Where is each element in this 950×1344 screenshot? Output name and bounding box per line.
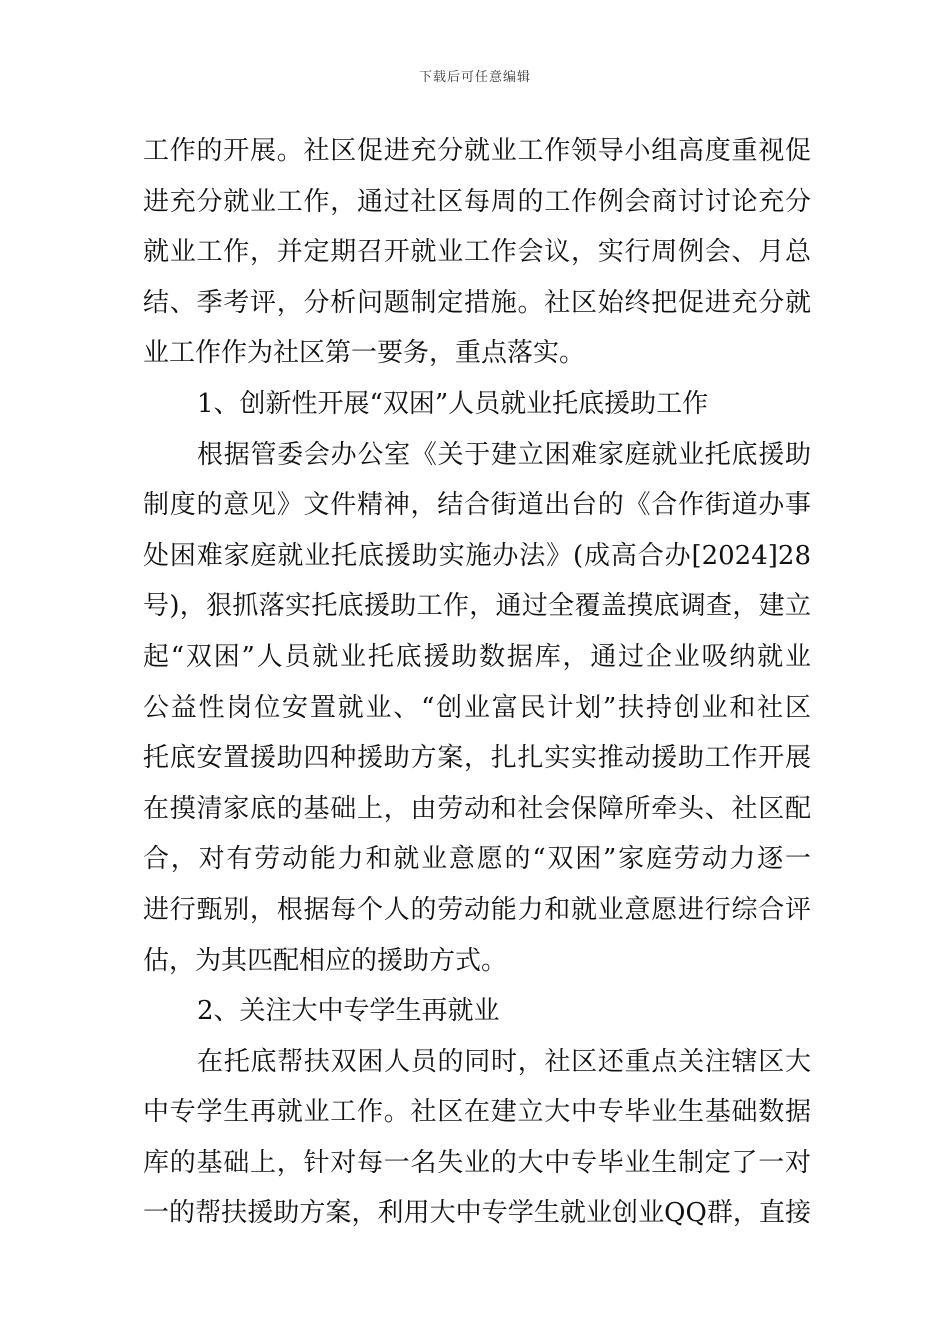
text-line: 在摸清家底的基础上，由劳动和社会保障所牵头、社区配 [143,793,811,824]
text-line: 库的基础上，针对每一名失业的大中专毕业生制定了一对 [143,1147,811,1178]
text-line: 就业工作，并定期召开就业工作会议，实行周例会、月总 [143,237,811,268]
text-line: 结、季考评，分析问题制定措施。社区始终把促进充分就 [143,287,811,318]
text-line: 合，对有劳动能力和就业意愿的“双困”家庭劳动力逐一 [143,844,811,875]
text-line: 制度的意见》文件精神，结合街道出台的《合作街道办事 [143,490,811,521]
text-line: 2、关注大中专学生再就业 [197,996,500,1027]
page-header: 下载后可任意编辑 [418,70,531,85]
text-line: 起“双困”人员就业托底援助数据库，通过企业吸纳就业 [143,641,811,672]
text-line: 公益性岗位安置就业、“创业富民计划”扶持创业和社区 [143,692,811,723]
text-line: 根据管委会办公室《关于建立困难家庭就业托底援助 [197,439,811,470]
text-line: 估，为其匹配相应的援助方式。 [143,945,508,976]
text-line: 一的帮扶援助方案，利用大中专学生就业创业QQ群，直接 [143,1198,811,1229]
text-line: 托底安置援助四种援助方案，扎扎实实推动援助工作开展 [143,743,811,774]
text-line: 号)，狠抓落实托底援助工作，通过全覆盖摸底调查，建立 [143,591,811,622]
text-line: 中专学生再就业工作。社区在建立大中专毕业生基础数据 [143,1097,811,1128]
text-line: 处困难家庭就业托底援助实施办法》(成高合办[2024]28 [143,540,811,571]
text-line: 进充分就业工作，通过社区每周的工作例会商讨讨论充分 [143,186,811,217]
text-line: 进行甄别，根据每个人的劳动能力和就业意愿进行综合评 [143,894,811,925]
document-body [143,126,811,1239]
text-line: 业工作作为社区第一要务，重点落实。 [143,338,586,369]
text-line: 在托底帮扶双困人员的同时，社区还重点关注辖区大 [197,1046,811,1077]
text-line: 工作的开展。社区促进充分就业工作领导小组高度重视促 [143,136,811,166]
text-line: 1、创新性开展“双困”人员就业托底援助工作 [197,388,709,419]
